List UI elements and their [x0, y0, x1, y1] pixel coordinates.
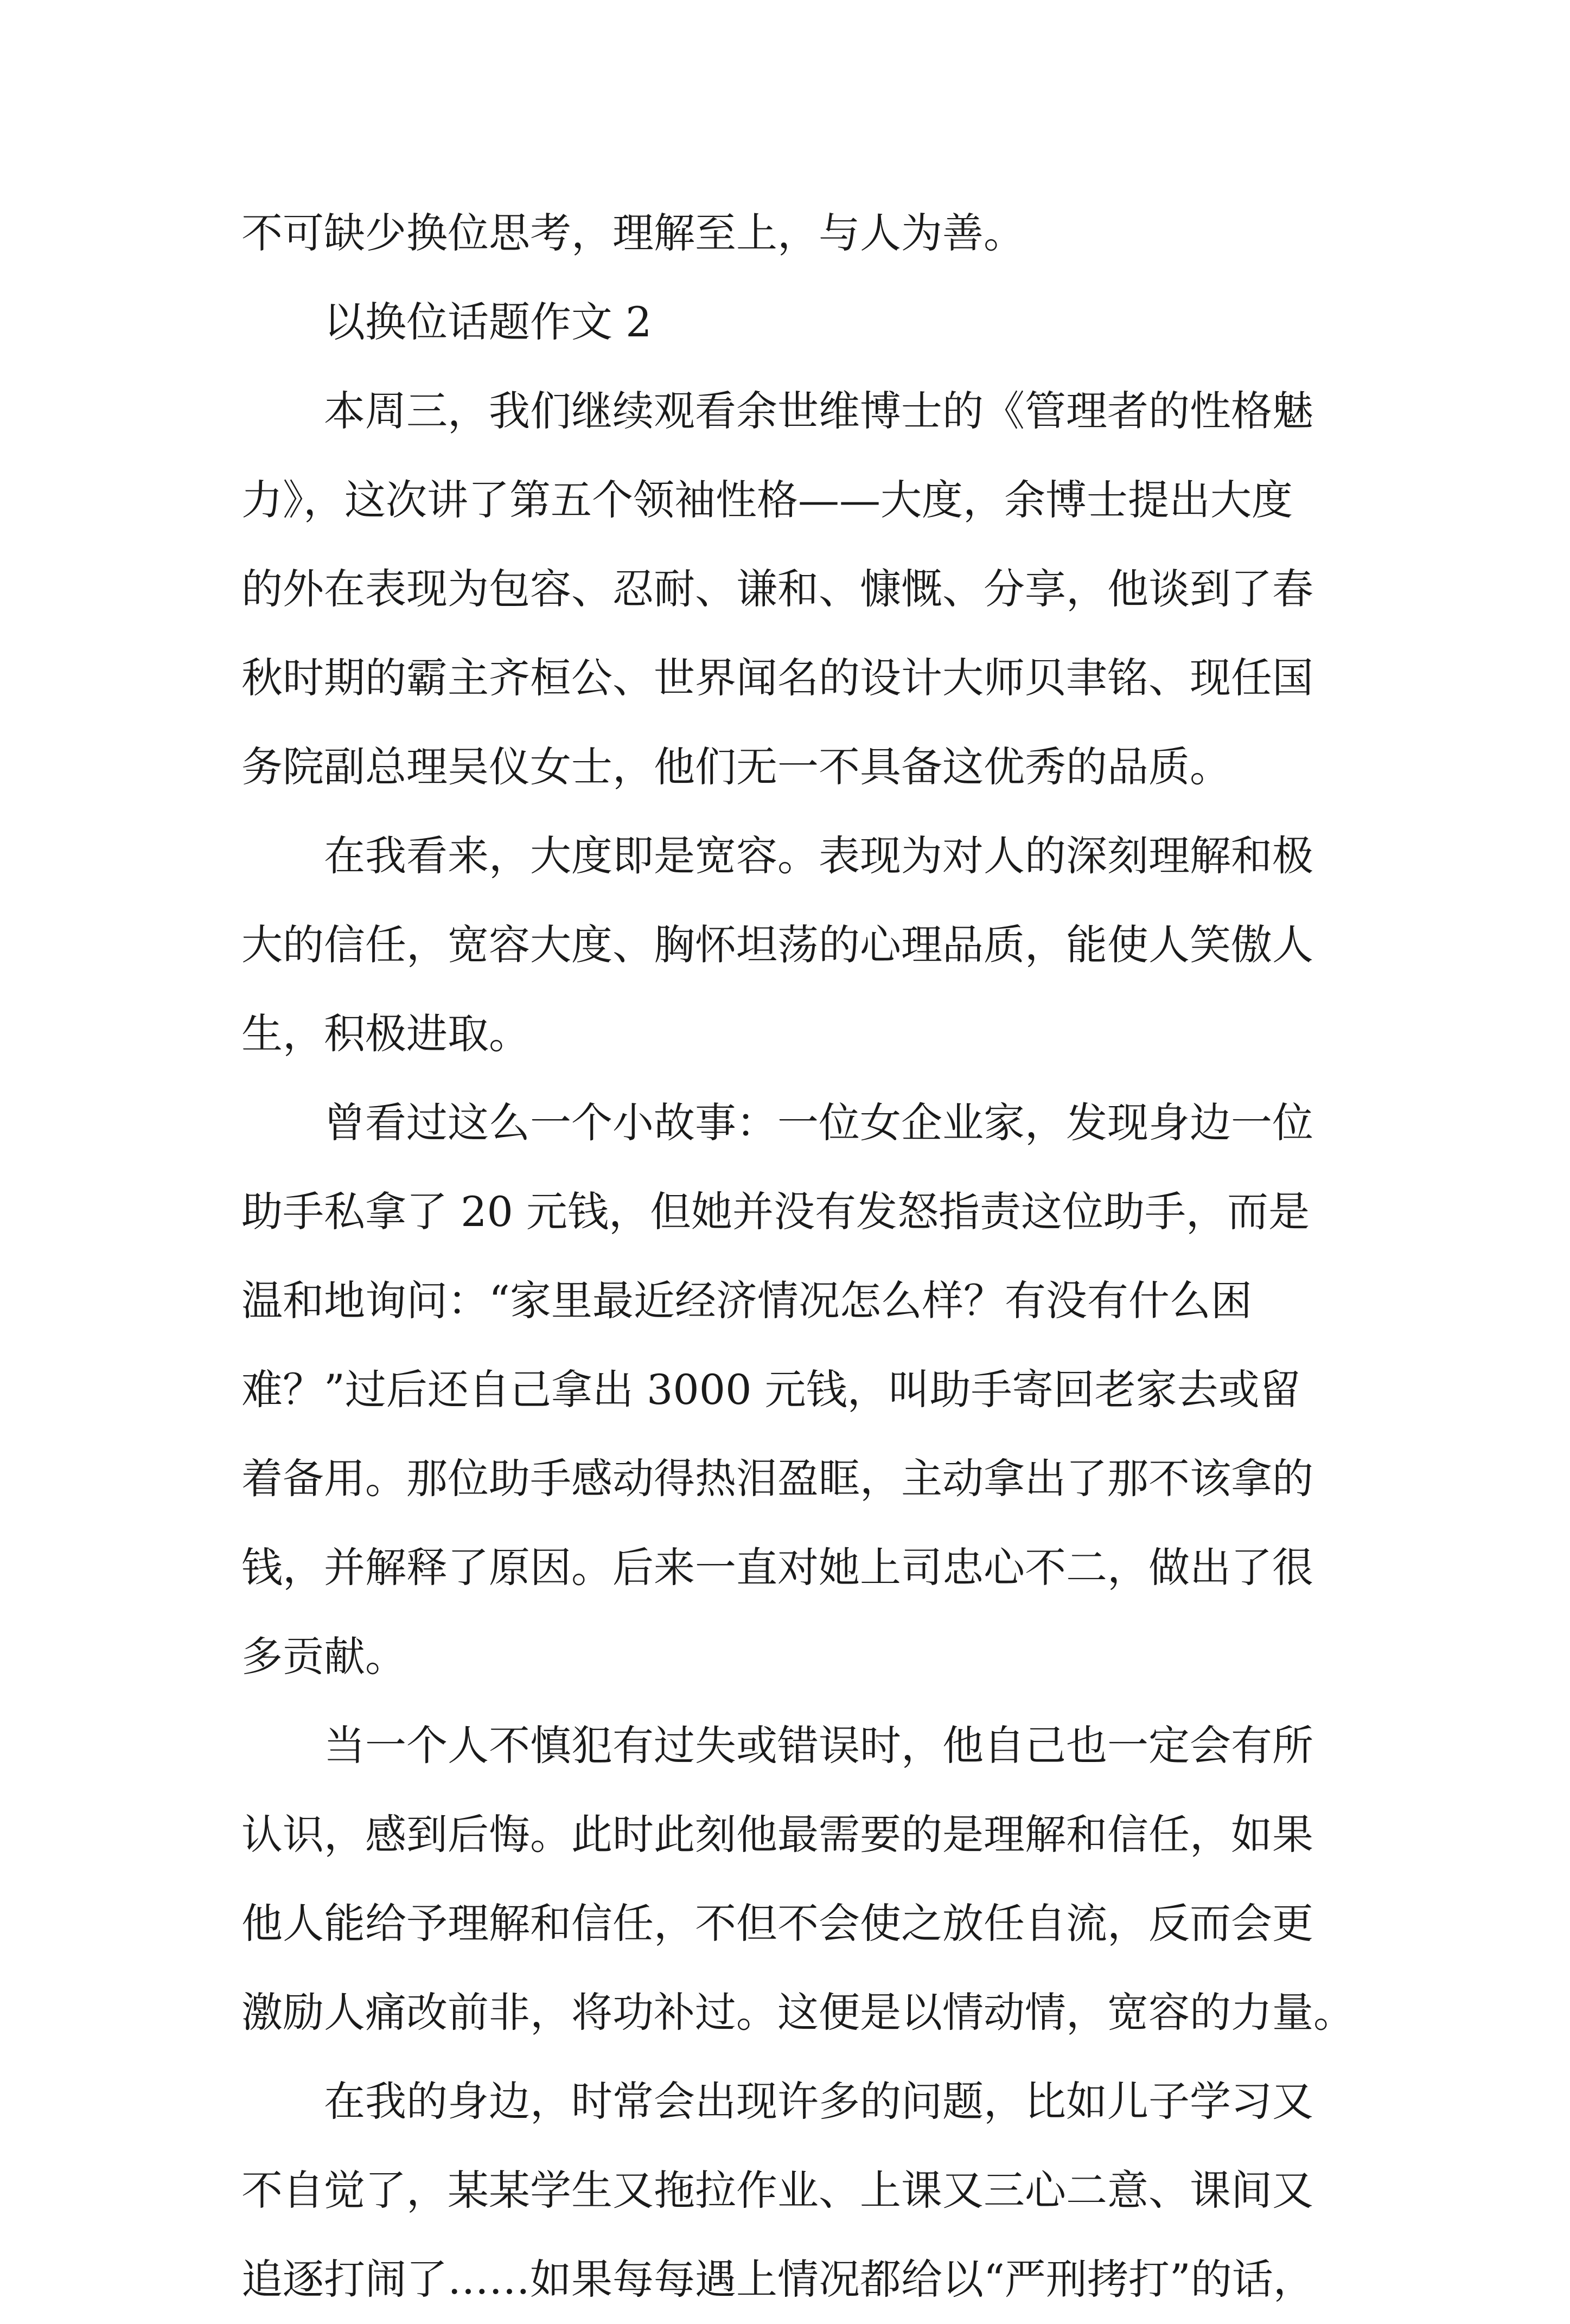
text-line: 在我看来，大度即是宽容。表现为对人的深刻理解和极	[324, 832, 1313, 880]
text-line: 本周三，我们继续观看余世维博士的《管理者的性格魅	[324, 387, 1313, 435]
text-line: 力》，这次讲了第五个领袖性格——大度，余博士提出大度	[241, 476, 1293, 524]
text-line: 务院副总理吴仪女士，他们无一不具备这优秀的品质。	[241, 743, 1231, 791]
text-line: 温和地询问：“家里最近经济情况怎么样？有没有什么困	[241, 1276, 1252, 1325]
text-line: 大的信任，宽容大度、胸怀坦荡的心理品质，能使人笑傲人	[241, 921, 1313, 969]
text-line: 当一个人不慎犯有过失或错误时，他自己也一定会有所	[324, 1721, 1313, 1770]
text-line: 的外在表现为包容、忍耐、谦和、慷慨、分享，他谈到了春	[241, 565, 1313, 613]
text-line: 多贡献。	[241, 1632, 406, 1681]
text-line: 他人能给予理解和信任，不但不会使之放任自流，反而会更	[241, 1899, 1313, 1948]
text-line: 钱，并解释了原因。后来一直对她上司忠心不二，做出了很	[241, 1543, 1313, 1592]
text-line: 助手私拿了 20 元钱，但她并没有发怒指责这位助手，而是	[241, 1187, 1310, 1236]
text-line: 着备用。那位助手感动得热泪盈眶，主动拿出了那不该拿的	[241, 1454, 1313, 1503]
text-line: 曾看过这么一个小故事：一位女企业家，发现身边一位	[324, 1099, 1313, 1147]
section-heading: 以换位话题作文 2	[324, 298, 652, 346]
body-text	[241, 189, 1355, 2324]
text-line: 不可缺少换位思考，理解至上，与人为善。	[241, 209, 1025, 257]
text-line: 难？”过后还自己拿出 3000 元钱，叫助手寄回老家去或留	[241, 1365, 1301, 1414]
text-line: 认识，感到后悔。此时此刻他最需要的是理解和信任，如果	[241, 1810, 1313, 1859]
text-line: 激励人痛改前非，将功补过。这便是以情动情，宽容的力量。	[241, 1988, 1355, 2036]
text-line: 不自觉了，某某学生又拖拉作业、上课又三心二意、课间又	[241, 2166, 1313, 2214]
text-line: 在我的身边，时常会出现许多的问题，比如儿子学习又	[324, 2077, 1313, 2125]
text-line: 秋时期的霸主齐桓公、世界闻名的设计大师贝聿铭、现任国	[241, 654, 1313, 702]
text-line: 生，积极进取。	[241, 1010, 530, 1058]
text-line: 追逐打闹了……如果每每遇上情况都给以“严刑拷打”的话，	[241, 2255, 1314, 2303]
